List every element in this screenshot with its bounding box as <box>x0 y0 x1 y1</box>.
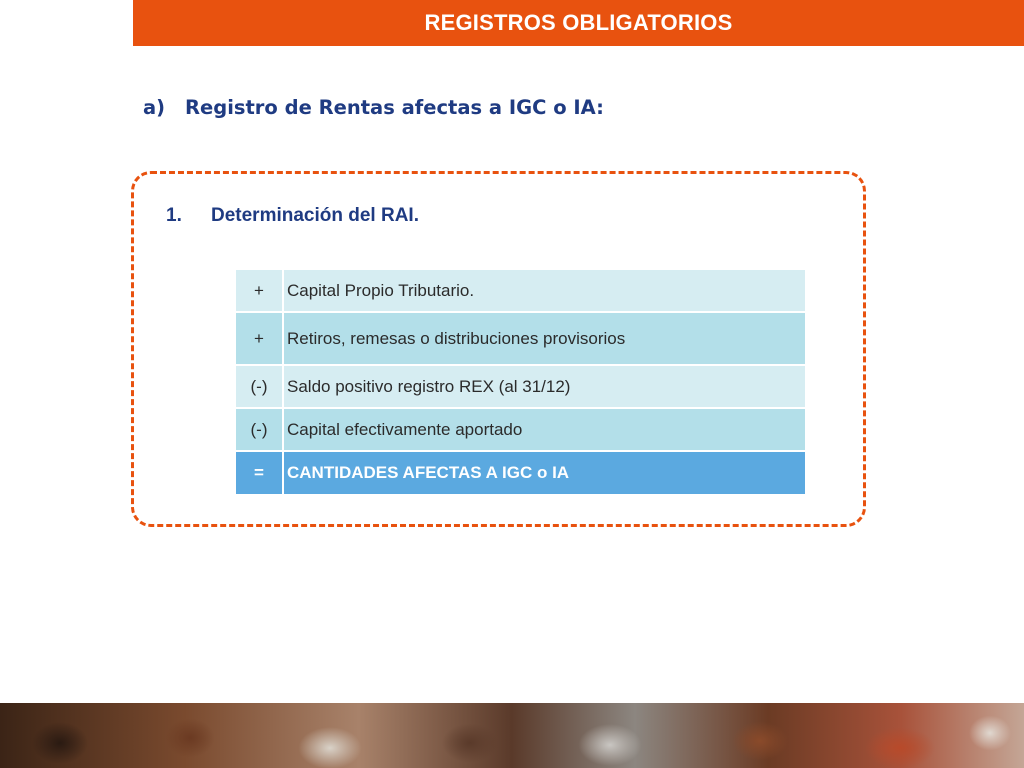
rai-table <box>234 268 807 496</box>
row-label: Retiros, remesas o distribuciones provisorios <box>283 312 806 365</box>
row-label: Saldo positivo registro REX (al 31/12) <box>283 365 806 408</box>
table-row <box>235 408 806 451</box>
row-label: Capital Propio Tributario. <box>283 269 806 312</box>
table-row <box>235 365 806 408</box>
header-bar <box>133 0 1024 46</box>
table-total-row <box>235 451 806 495</box>
row-label: CANTIDADES AFECTAS A IGC o IA <box>283 451 806 495</box>
row-sign: + <box>235 269 283 312</box>
item-title: Determinación del RAI. <box>211 205 419 226</box>
row-label: Capital efectivamente aportado <box>283 408 806 451</box>
section-title: Registro de Rentas afectas a IGC o IA: <box>185 96 604 119</box>
row-sign: = <box>235 451 283 495</box>
item-heading <box>166 205 419 227</box>
row-sign: + <box>235 312 283 365</box>
table-row <box>235 269 806 312</box>
row-sign: (-) <box>235 408 283 451</box>
item-number: 1. <box>166 205 182 226</box>
section-marker: a) <box>143 96 166 119</box>
table-row <box>235 312 806 365</box>
header-title: REGISTROS OBLIGATORIOS <box>424 10 733 35</box>
section-heading <box>143 96 604 119</box>
row-sign: (-) <box>235 365 283 408</box>
crowd-photo-strip <box>0 703 1024 768</box>
